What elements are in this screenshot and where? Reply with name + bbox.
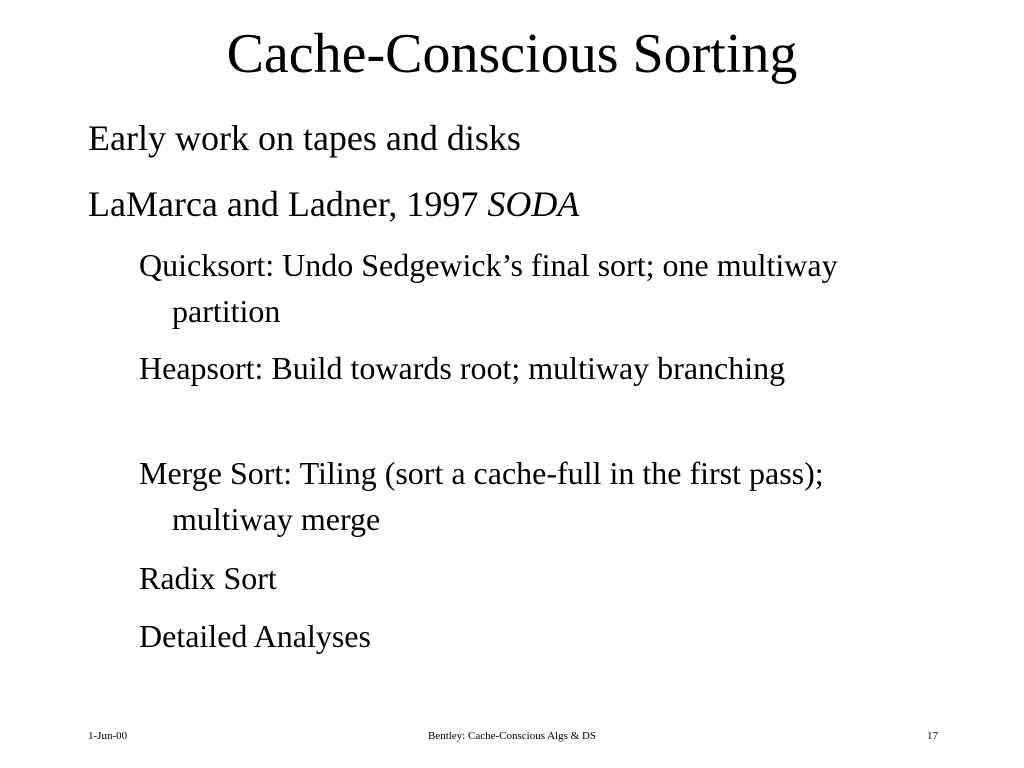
bullet-text: Early work on tapes and disks <box>88 118 521 158</box>
footer-title: Bentley: Cache-Conscious Algs & DS <box>427 730 597 742</box>
sub-bullet-detailed-analyses: Detailed Analyses <box>139 618 371 654</box>
sub-bullet-quicksort: Quicksort: Undo Sedgewick’s final sort; one multiway partition <box>139 247 838 329</box>
bullet-emphasis-soda: SODA <box>487 184 580 224</box>
sub-bullet-radix-sort: Radix Sort <box>139 560 277 596</box>
bullet-text: LaMarca and Ladner, 1997 <box>88 184 488 224</box>
bullet-early-work <box>88 116 521 160</box>
sub-bullet-heapsort: Heapsort: Build towards root; multiway branching <box>139 350 786 386</box>
footer-date: 1-Jun-00 <box>88 730 128 742</box>
slide-title: Cache-Conscious Sorting <box>226 23 798 85</box>
sub-bullet-merge-sort: Merge Sort: Tiling (sort a cache-full in the first pass); multiway merge <box>139 455 824 537</box>
footer-page-number: 17 <box>927 730 938 742</box>
bullet-lamarca-ladner <box>88 182 579 226</box>
